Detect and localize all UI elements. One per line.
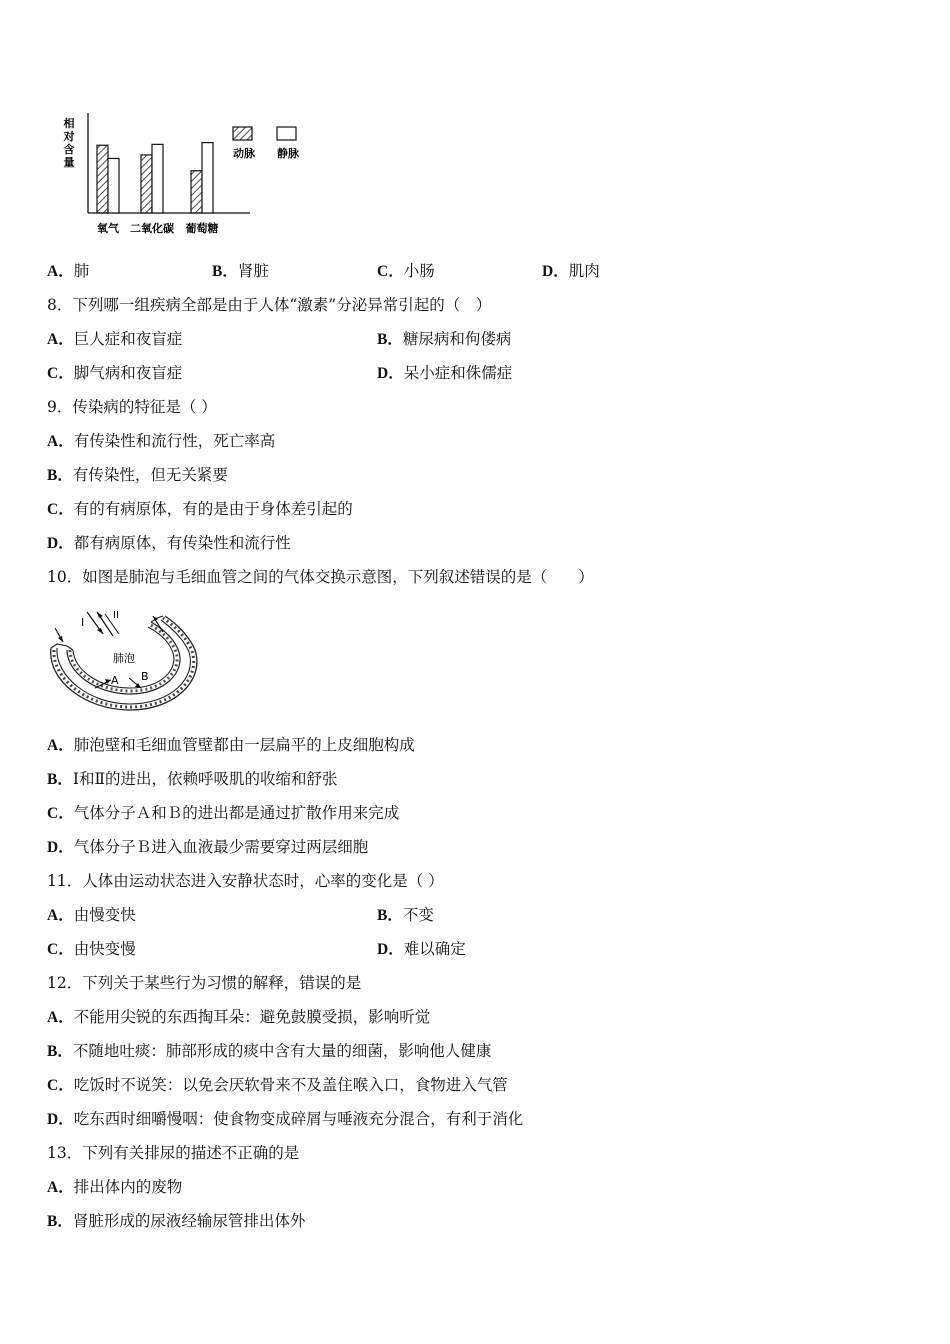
x-tick-label: 氧气	[97, 222, 119, 235]
q7-option-a: A．肺	[47, 262, 90, 280]
q11-option-c: C．由快变慢	[47, 940, 136, 958]
q13-stem: 13．下列有关排尿的描述不正确的是	[47, 1144, 300, 1162]
bar-artery-0	[97, 145, 108, 213]
blood-composition-chart	[55, 105, 315, 240]
label-ii: II	[113, 610, 119, 621]
q12-stem: 12．下列关于某些行为习惯的解释，错误的是	[47, 974, 362, 992]
q7-option-d: D．肌肉	[542, 262, 600, 280]
x-tick-label: 二氧化碳	[130, 222, 174, 235]
q9-option-b: B．有传染性，但无关紧要	[47, 466, 228, 484]
bar-vein-0	[108, 158, 119, 213]
x-tick-label: 葡萄糖	[185, 222, 219, 235]
q11-option-a: A．由慢变快	[47, 906, 136, 924]
q12-option-a: A．不能用尖锐的东西掏耳朵：避免鼓膜受损，影响听觉	[47, 1008, 431, 1026]
bar-vein-1	[152, 144, 163, 213]
legend-artery-label: 动脉	[233, 147, 255, 160]
q11-option-b: B．不变	[377, 906, 434, 924]
label-a: A	[111, 674, 119, 687]
q12-option-d: D．吃东西时细嚼慢咽：使食物变成碎屑与唾液充分混合，有利于消化	[47, 1110, 524, 1128]
q11-option-d: D．难以确定	[377, 940, 466, 958]
alveolus-gas-exchange-diagram	[45, 600, 205, 718]
legend-vein-swatch	[277, 127, 296, 140]
label-i: I	[81, 616, 85, 629]
q12-option-c: C．吃饭时不说笑：以免会厌软骨来不及盖住喉入口，食物进入气管	[47, 1076, 508, 1094]
q10-option-b: B．Ⅰ和Ⅱ的进出，依赖呼吸肌的收缩和舒张	[47, 770, 338, 788]
arrow-i-head	[97, 628, 103, 634]
q9-option-a: A．有传染性和流行性，死亡率高	[47, 432, 276, 450]
bar-artery-2	[191, 171, 202, 213]
q13-option-b: B．肾脏形成的尿液经输尿管排出体外	[47, 1212, 306, 1230]
legend-vein-label: 静脉	[277, 147, 299, 160]
label-alveolus: 肺泡	[113, 652, 135, 665]
q13-option-a: A．排出体内的废物	[47, 1178, 183, 1196]
label-b: B	[141, 670, 149, 683]
q12-option-b: B．不随地吐痰：肺部形成的痰中含有大量的细菌，影响他人健康	[47, 1042, 492, 1060]
left-tube	[51, 644, 73, 650]
q9-stem: 9．传染病的特征是（ ）	[47, 398, 217, 416]
q11-stem: 11．人体由运动状态进入安静状态时，心率的变化是（ ）	[47, 872, 444, 890]
bar-artery-1	[141, 155, 152, 213]
q9-option-d: D．都有病原体，有传染性和流行性	[47, 534, 291, 552]
q8-option-a: A．巨人症和夜盲症	[47, 330, 183, 348]
arrow-in-left-head	[58, 636, 63, 642]
arrow-ii-head	[97, 612, 103, 618]
q9-option-c: C．有的有病原体，有的是由于身体差引起的	[47, 500, 353, 518]
q10-option-a: A．肺泡壁和毛细血管壁都由一层扁平的上皮细胞构成	[47, 736, 415, 754]
q8-stem: 8．下列哪一组疾病全部是由于人体“激素”分泌异常引起的（ ）	[47, 296, 492, 314]
q7-option-b: B．肾脏	[212, 262, 269, 280]
q10-option-d: D．气体分子Ｂ进入血液最少需要穿过两层细胞	[47, 838, 369, 856]
q8-option-d: D．呆小症和侏儒症	[377, 364, 513, 382]
bar-vein-2	[202, 143, 213, 213]
y-axis-label-text: 相对含量	[63, 117, 75, 169]
q7-option-c: C．小肠	[377, 262, 435, 280]
q10-stem: 10．如图是肺泡与毛细血管之间的气体交换示意图，下列叙述错误的是（ ）	[47, 568, 594, 586]
q10-option-c: C．气体分子Ａ和Ｂ的进出都是通过扩散作用来完成	[47, 804, 400, 822]
q8-option-b: B．糖尿病和佝偻病	[377, 330, 512, 348]
q8-option-c: C．脚气病和夜盲症	[47, 364, 183, 382]
legend-artery-swatch	[233, 127, 252, 140]
